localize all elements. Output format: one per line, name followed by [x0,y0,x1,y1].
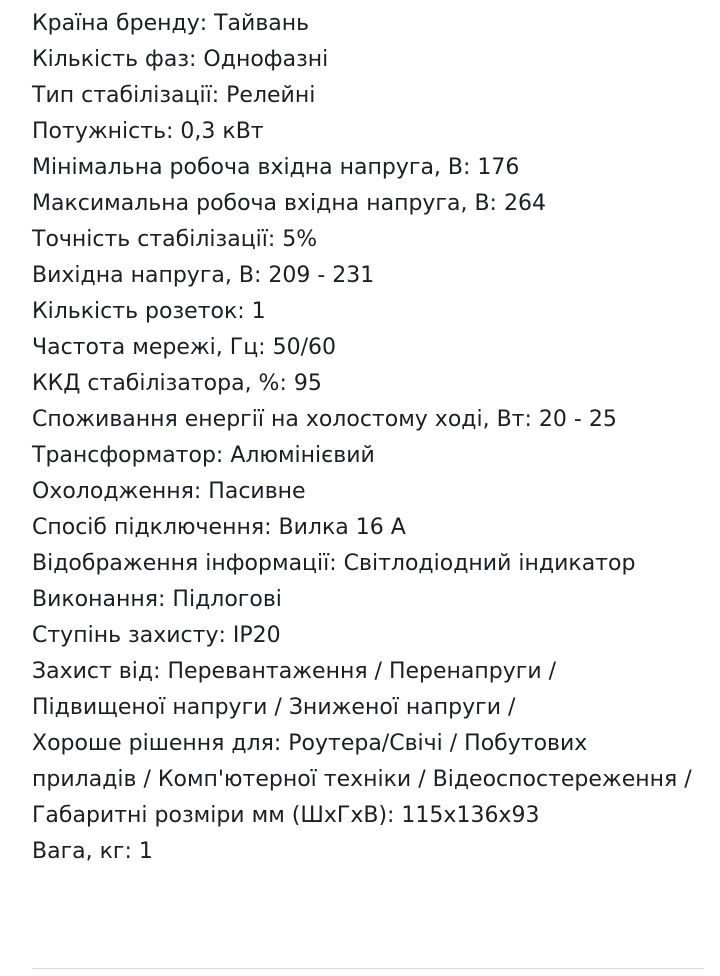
spec-output-voltage: Вихідна напруга, В: 209 - 231 [32,263,375,288]
spec-max-input-voltage: Максимальна робоча вхідна напруга, В: 264 [32,191,546,216]
spec-stabilization-type: Тип стабілізації: Релейні [32,83,316,108]
spec-socket-count: Кількість розеток: 1 [32,299,266,324]
spec-protection-degree: Ступінь захисту: IP20 [32,623,281,648]
spec-good-solution-for: Хороше рішення для: Роутера/Свічі / Побутових приладів / Комп'ютерної техніки / Відеоспостереження / [32,731,692,792]
spec-weight: Вага, кг: 1 [32,839,153,864]
spec-brand-country: Країна бренду: Тайвань [32,11,310,36]
spec-connection-method: Спосіб підключення: Вилка 16 А [32,515,406,540]
spec-idle-consumption: Споживання енергії на холостому ході, Вт: 20 - 25 [32,407,617,432]
spec-min-input-voltage: Мінімальна робоча вхідна напруга, В: 176 [32,155,520,180]
spec-power: Потужність: 0,3 кВт [32,119,264,144]
bottom-divider [32,968,704,969]
spec-info-display: Відображення інформації: Світлодіодний індикатор [32,551,636,576]
spec-dimensions: Габаритні розміри мм (ШхГхВ): 115х136х93 [32,803,540,828]
spec-phase-count: Кількість фаз: Однофазні [32,47,329,72]
spec-list [32,6,692,870]
spec-efficiency: ККД стабілізатора, %: 95 [32,371,322,396]
spec-network-frequency: Частота мережі, Гц: 50/60 [32,335,336,360]
spec-protection-from: Захист від: Перевантаження / Перенапруги / Підвищеної напруги / Зниженої напруги / [32,659,557,720]
spec-stabilization-accuracy: Точність стабілізації: 5% [32,227,318,252]
spec-transformer: Трансформатор: Алюмінієвий [32,443,375,468]
spec-cooling: Охолодження: Пасивне [32,479,306,504]
spec-execution: Виконання: Підлогові [32,587,282,612]
